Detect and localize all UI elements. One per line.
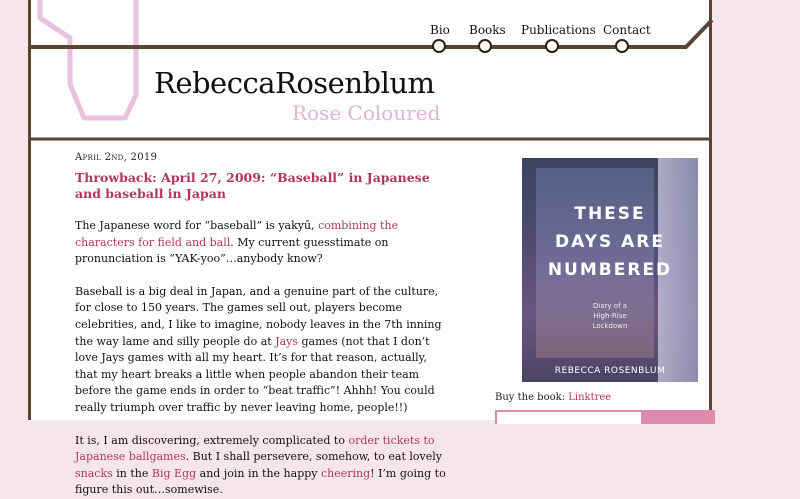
site-tagline: Rose Coloured [292,101,441,125]
post-date: April 2nd, 2019 [75,152,158,163]
sidebar [495,158,715,403]
post-paragraph-1 [75,218,447,268]
site-title[interactable]: RebeccaRosenblum [154,66,435,100]
nav-contact[interactable]: Contact [603,23,651,37]
book-subtitle-line: Diary of a [592,302,628,310]
linktree-link[interactable]: Linktree [568,392,612,403]
nav-books[interactable]: Books [469,23,506,37]
book-title-line: THESE [574,204,646,224]
book-title-line: DAYS ARE [555,232,665,252]
blog-post [75,152,447,499]
book-cover-image[interactable] [522,158,698,382]
paragraph-text: ! I’m going to figure this out…somewise. [75,466,446,497]
buy-the-book [495,392,715,403]
paragraph-text: and join in the happy [196,466,321,480]
link-jays[interactable]: Jays [275,334,299,348]
search-input[interactable] [495,410,643,424]
paragraph-text: . But I shall persevere, somehow, to eat lovely [185,450,442,464]
book-author: REBECCA ROSENBLUM [554,366,666,376]
paragraph-text: Baseball is a big deal in Japan, and a genuine part of the culture, for close to 150 years. The games sell out, players become celebrities, and, I like to imagine, nobody leaves in the 7th inning the way lame and silly people do at [75,284,442,348]
book-subtitle-line: High-Rise [593,312,627,320]
paragraph-text: in the [112,466,152,480]
link-cheering[interactable]: cheering [321,466,371,480]
nav-dot-books[interactable] [478,39,492,53]
post-title-link[interactable]: Throwback: April 27, 2009: “Baseball” in Japanese and baseball in Japan [75,170,430,201]
paragraph-text: The Japanese word for “baseball” is yakyū, [75,219,319,232]
post-paragraph-2 [75,284,447,417]
link-big-egg[interactable]: Big Egg [151,466,197,480]
nav-bio[interactable]: Bio [430,23,450,37]
link-field-and-ball[interactable]: combining the characters for field and ball [75,219,399,249]
paragraph-text: It is, I am discovering, extremely complicated to [75,433,349,447]
book-subtitle-line: Lockdown [592,322,628,330]
buy-label: Buy the book: [495,392,569,403]
nav-dot-contact[interactable] [615,39,629,53]
nav-dot-publications[interactable] [545,39,559,53]
book-title-line: NUMBERED [547,260,673,280]
nav-dot-bio[interactable] [432,39,446,53]
paragraph-text: games (not that I don’t love Jays games with all my heart. It’s for that reason, actually, that my heart breaks a little when people abandon their team before the game ends in order to “beat traffic”! Ahhh! You could really triumph over traffic by never leaving home, people!!) [75,334,435,414]
search-button[interactable] [643,410,715,424]
nav-publications[interactable]: Publications [521,23,596,37]
post-paragraph-3 [75,433,447,499]
link-snacks[interactable]: snacks [75,466,113,480]
link-order-tickets[interactable]: order tickets to Japanese ballgames [75,433,435,464]
paragraph-text: . My current guesstimate on pronunciation is “YAK-yoo”…anybody know? [75,235,389,266]
